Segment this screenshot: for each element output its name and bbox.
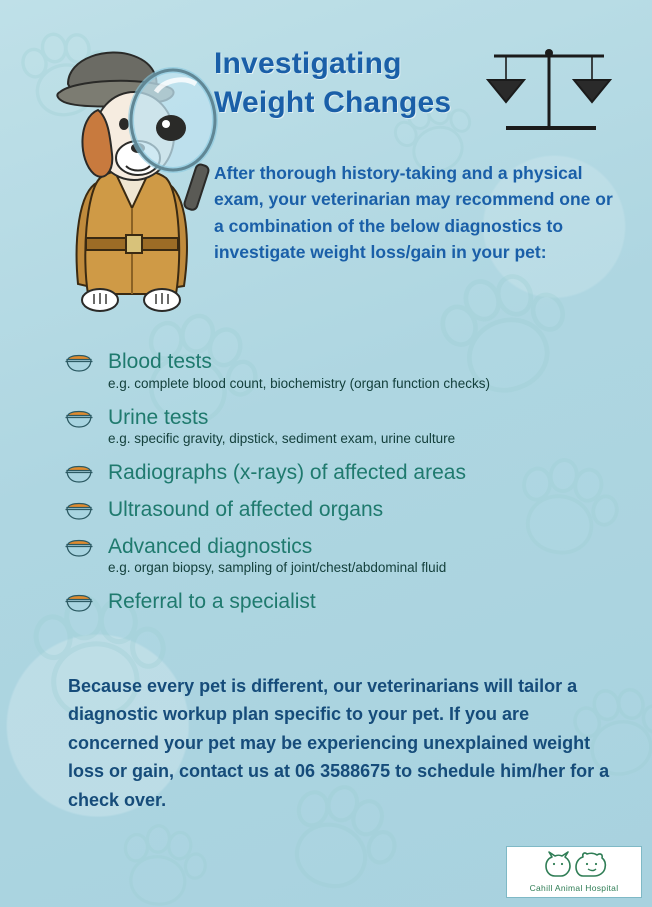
list-item-heading: Radiographs (x-rays) of affected areas (108, 461, 466, 485)
pet-bowl-icon (64, 354, 94, 372)
pet-bowl-icon (64, 594, 94, 612)
pet-bowl-icon (64, 410, 94, 428)
title-line-2: Weight Changes (214, 86, 452, 119)
pet-bowl-icon (64, 502, 94, 520)
clinic-name: Cahill Animal Hospital (529, 883, 619, 893)
clinic-logo (506, 846, 642, 898)
page-title (214, 44, 514, 122)
list-item-heading: Referral to a specialist (108, 590, 316, 614)
list-item (58, 535, 618, 578)
intro-paragraph: After thorough history-taking and a physical exam, your veterinarian may recommend one or a combination of the below diagnostics to investigate weight loss/gain in your pet: (214, 163, 613, 262)
list-item-heading: Advanced diagnostics (108, 534, 313, 558)
list-item (58, 498, 618, 522)
diagnostics-list (58, 350, 618, 627)
list-item (58, 350, 618, 393)
list-item (58, 406, 618, 449)
list-item-heading: Ultrasound of affected organs (108, 497, 384, 521)
closing-paragraph: Because every pet is different, our veterinarians will tailor a diagnostic workup plan specific to your pet. If you are concerned your pet may be experiencing unexplained weight loss or gain, contact us at 06 3588675 to schedule him/her for a check over. (68, 676, 610, 810)
detective-dog-illustration (38, 32, 218, 322)
pet-bowl-icon (64, 465, 94, 483)
list-item (58, 590, 618, 614)
cat-dog-logo-icon (535, 850, 613, 878)
pet-bowl-icon (64, 539, 94, 557)
list-item-subtext: e.g. specific gravity, dipstick, sediment exam, urine culture (108, 431, 456, 447)
list-item-heading: Blood tests (108, 350, 212, 373)
list-item-heading: Urine tests (108, 405, 209, 429)
balance-scales-icon (484, 40, 614, 150)
list-item-subtext: e.g. complete blood count, biochemistry (organ function checks) (108, 375, 490, 391)
list-item-subtext: e.g. organ biopsy, sampling of joint/chest/abdominal fluid (108, 560, 447, 576)
title-line-1: Investigating (214, 47, 402, 80)
list-item (58, 461, 618, 485)
